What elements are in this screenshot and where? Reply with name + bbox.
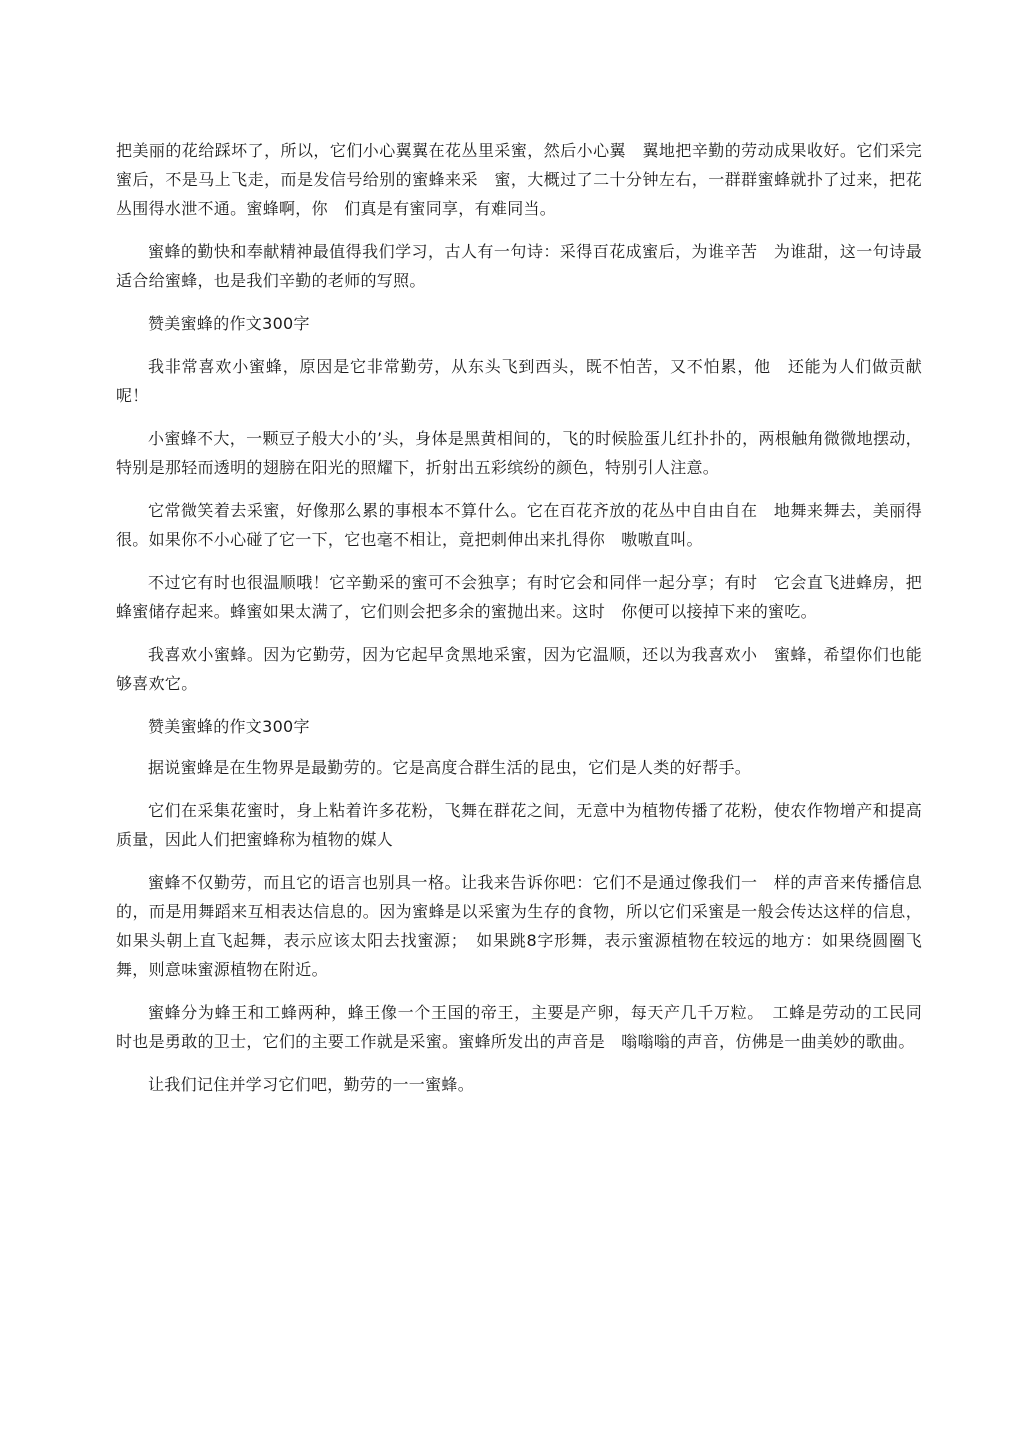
paragraph-10: 蜜蜂不仅勤劳，而且它的语言也别具一格。让我来告诉你吧：它们不是通过像我们一 样的声音来传播信息的，而是用舞蹈来互相表达信息的。因为蜜蜂是以采蜜为生存的食物，所以它们采蜜是一般会传达这样的信息，如果头朝上直飞起舞，表示应该太阳去找蜜源； 如果跳8字形舞，表示蜜源植物在较远的地方：如果绕圆圈飞舞，则意味蜜源植物在附近。 [116,873,922,979]
paragraph-6: 不过它有时也很温顺哦！它辛勤采的蜜可不会独享；有时它会和同伴一起分享；有时 它会直飞进蜂房，把蜂蜜储存起来。蜂蜜如果太满了，它们则会把多余的蜜抛出来。这时 你便可以接掉下来的蜜吃。 [116,573,922,621]
paragraph-9: 它们在采集花蜜时，身上粘着许多花粉，飞舞在群花之间，无意中为植物传播了花粉，使农作物增产和提高质量，因此人们把蜜蜂称为植物的媒人 [116,801,922,849]
paragraph-8: 据说蜜蜂是在生物界是最勤劳的。它是高度合群生活的昆虫，它们是人类的好帮手。 [148,758,752,777]
paragraph-4: 小蜜蜂不大，一颗豆子般大小的’头，身体是黑黄相间的，飞的时候脸蛋儿红扑扑的，两根触角微微地摆动，特别是那轻而透明的翅膀在阳光的照耀下，折射出五彩缤纷的颜色，特别引人注意。 [116,429,922,477]
paragraph-12: 让我们记住并学习它们吧，勤劳的一一蜜蜂。 [148,1075,475,1094]
paragraph-7: 我喜欢小蜜蜂。因为它勤劳，因为它起早贪黑地采蜜，因为它温顺，还以为我喜欢小 蜜蜂，希望你们也能够喜欢它。 [116,645,922,693]
document-body [116,136,922,1099]
paragraph-5: 它常微笑着去采蜜，好像那么累的事根本不算什么。它在百花齐放的花丛中自由自在 地舞来舞去，美丽得很。如果你不小心碰了它一下，它也毫不相让，竟把刺伸出来扎得你 嗷嗷直叫。 [116,501,922,549]
section-heading-1: 赞美蜜蜂的作文300字 [148,314,310,333]
paragraph-3: 我非常喜欢小蜜蜂，原因是它非常勤劳，从东头飞到西头，既不怕苦，又不怕累，他 还能为人们做贡献呢！ [116,357,922,405]
paragraph-2: 蜜蜂的勤快和奉献精神最值得我们学习，古人有一句诗：采得百花成蜜后，为谁辛苦 为谁甜，这一句诗最适合给蜜蜂，也是我们辛勤的老师的写照。 [116,242,922,290]
paragraph-11: 蜜蜂分为蜂王和工蜂两种，蜂王像一个王国的帝王，主要是产卵，每天产几千万粒。 工蜂是劳动的工民同时也是勇敢的卫士，它们的主要工作就是采蜜。蜜蜂所发出的声音是 嗡嗡嗡的声音，仿佛是一曲美妙的歌曲。 [116,1003,922,1051]
paragraph-1: 把美丽的花给踩坏了，所以，它们小心翼翼在花丛里采蜜，然后小心翼 翼地把辛勤的劳动成果收好。它们采完蜜后，不是马上飞走，而是发信号给别的蜜蜂来采 蜜，大概过了二十分钟左右，一群群蜜蜂就扑了过来，把花丛围得水泄不通。蜜蜂啊，你 们真是有蜜同享，有难同当。 [116,141,922,218]
section-heading-2: 赞美蜜蜂的作文300字 [148,717,310,736]
